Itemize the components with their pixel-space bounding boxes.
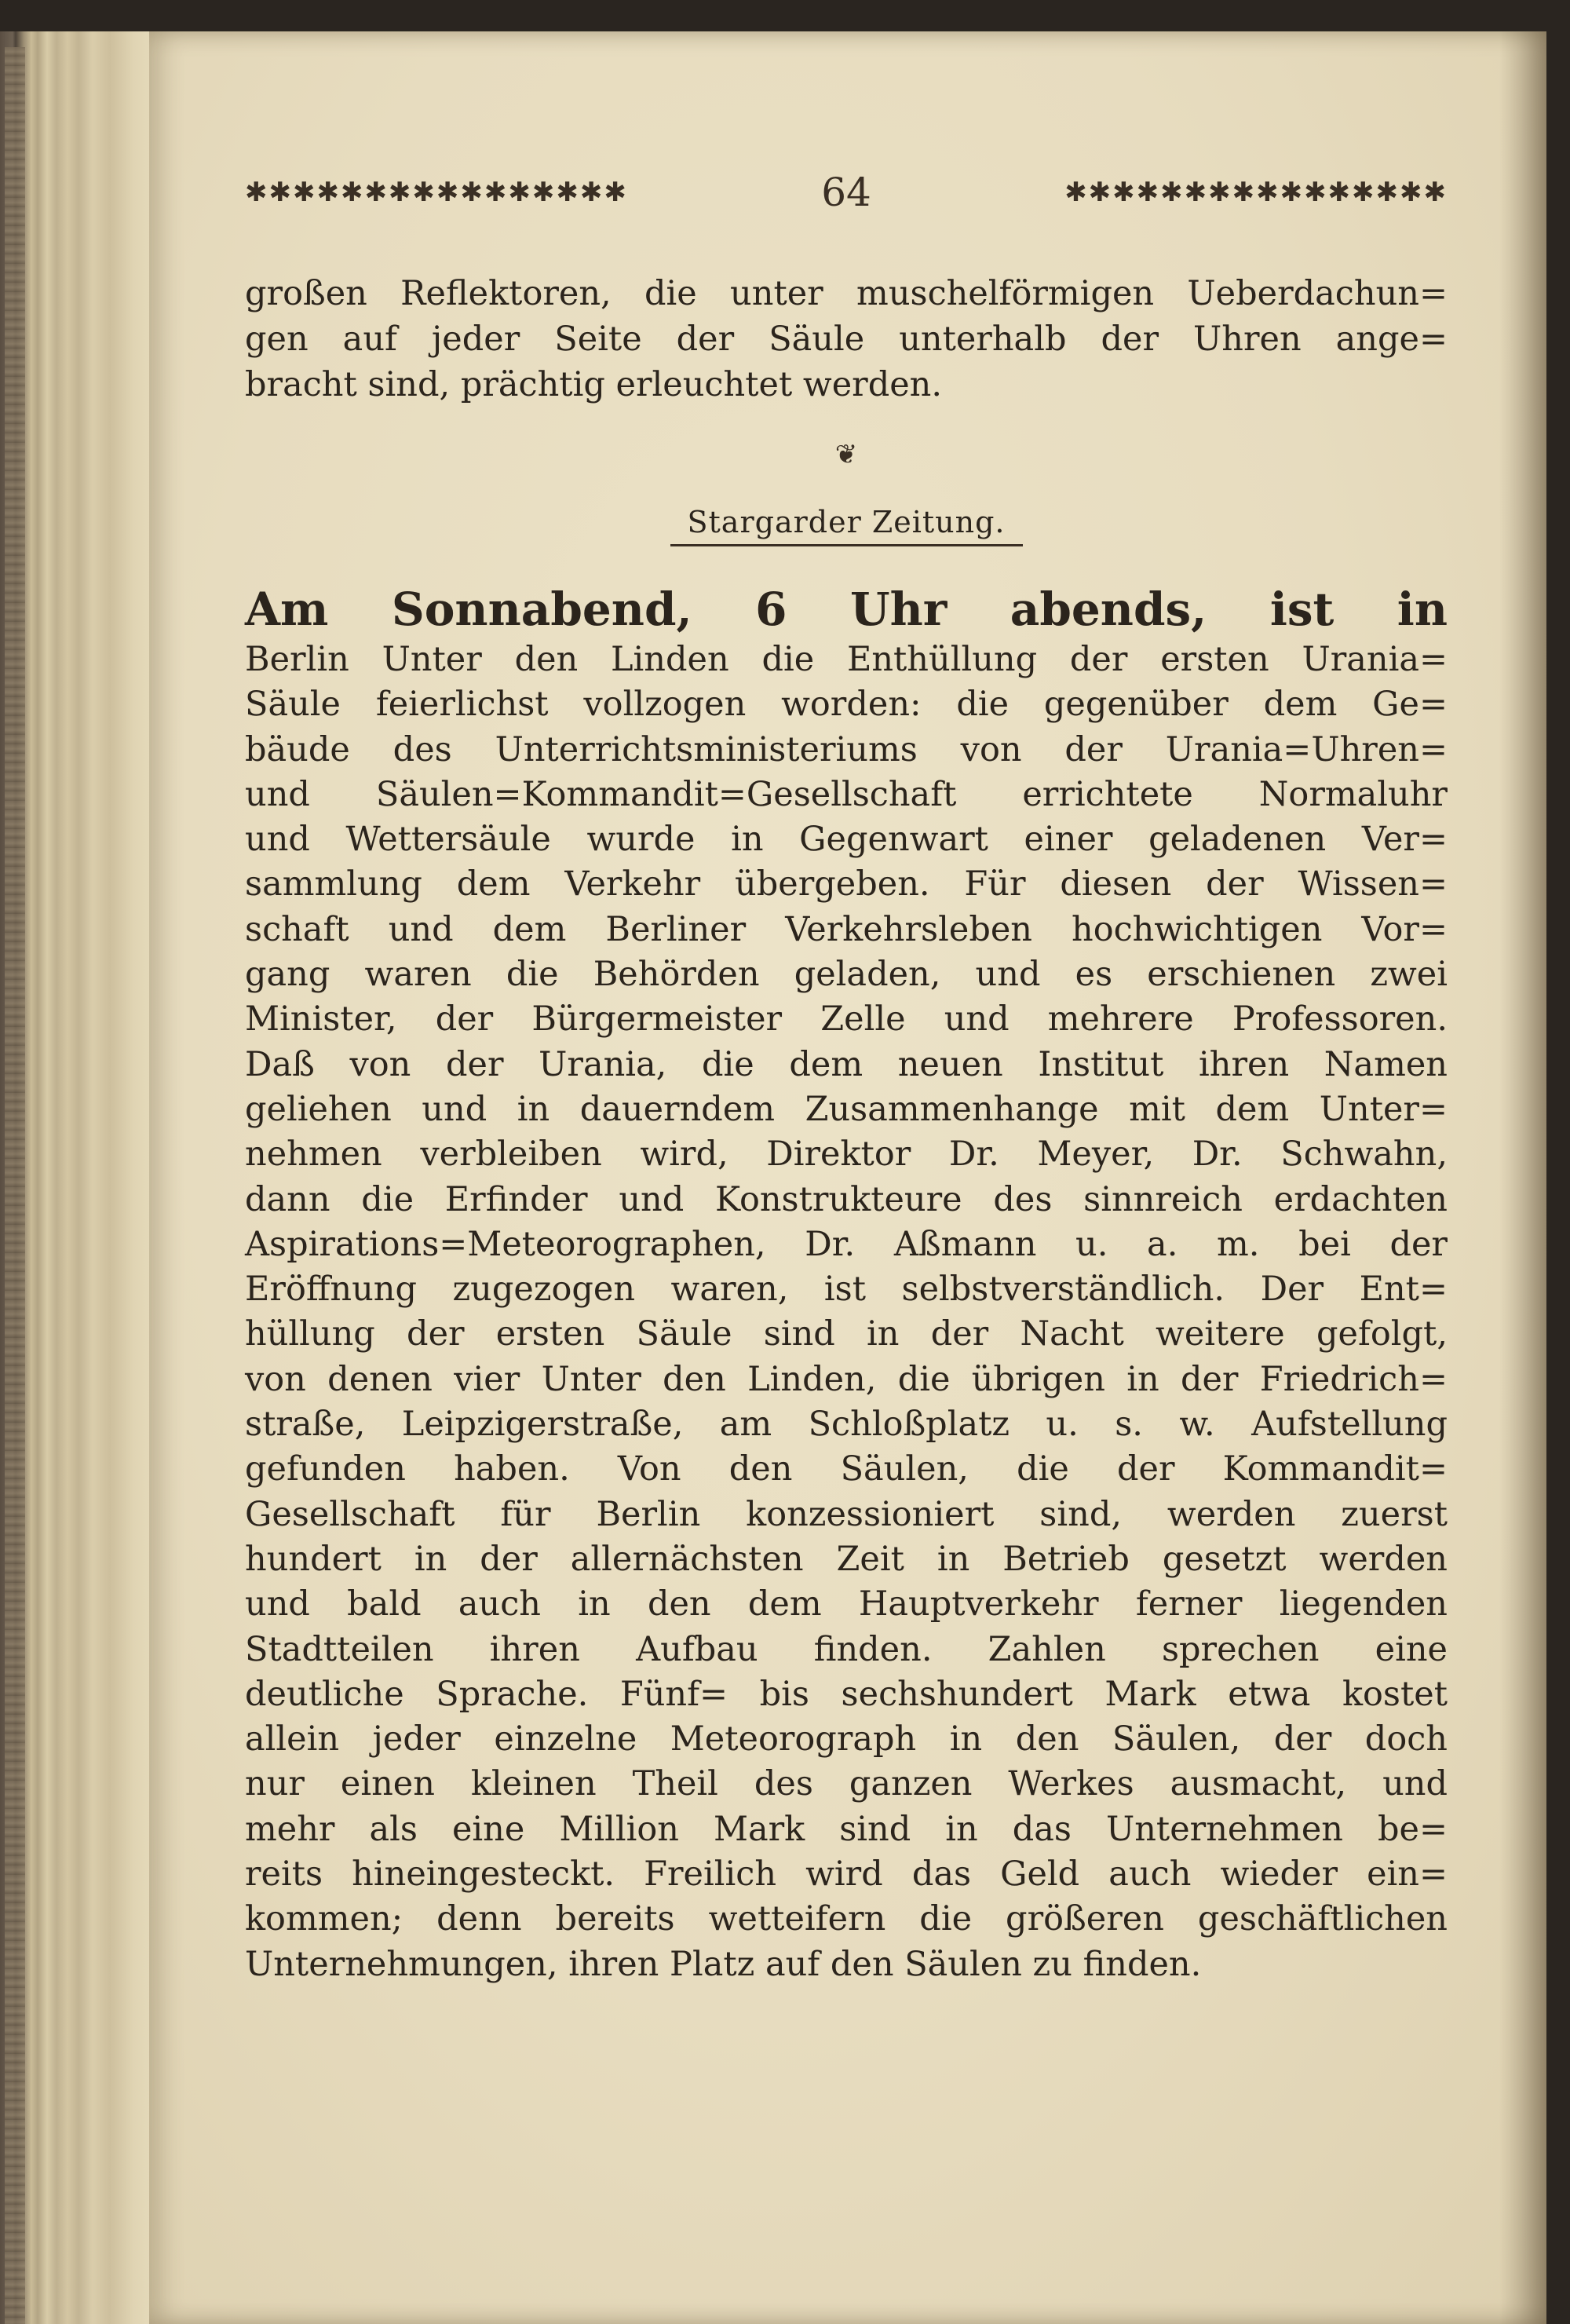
text-line: großen Reflektoren, die unter muschelförmigen Ueberdachun=	[245, 274, 1448, 313]
text-line: nur einen kleinen Theil des ganzen Werkes ausmacht, und	[245, 1764, 1448, 1804]
text-line: hundert in der allernächsten Zeit in Betrieb gesetzt werden	[245, 1539, 1448, 1579]
text-line: allein jeder einzelne Meteorograph in den Säulen, der doch	[245, 1719, 1448, 1759]
text-line: reits hineingesteckt. Freilich wird das Geld auch wieder ein=	[245, 1854, 1448, 1895]
book-edge-binding	[5, 47, 25, 2324]
text-line: Berlin Unter den Linden die Enthüllung der ersten Urania=	[245, 640, 1448, 679]
text-line: hüllung der ersten Säule sind in der Nacht weitere gefolgt,	[245, 1314, 1448, 1354]
fleuron-ornament: ❦	[834, 439, 858, 470]
intro-paragraph	[245, 271, 1448, 407]
page-number: 64	[821, 170, 871, 215]
text-line: Eröffnung zugezogen waren, ist selbstverständlich. Der Ent=	[245, 1270, 1448, 1310]
gutter-shadow	[1499, 31, 1546, 2324]
text-line: nehmen verbleiben wird, Direktor Dr. Meyer, Dr. Schwahn,	[245, 1135, 1448, 1175]
text-line: und Säulen=Kommandit=Gesellschaft errichtete Normaluhr	[245, 774, 1448, 814]
text-line: und bald auch in den dem Hauptverkehr ferner liegenden	[245, 1584, 1448, 1624]
star-rule-left: ✱✱✱✱✱✱✱✱✱✱✱✱✱✱✱✱	[245, 177, 628, 208]
source-heading	[245, 505, 1448, 546]
text-line: geliehen und in dauerndem Zusammenhange mit dem Unter=	[245, 1089, 1448, 1129]
text-line: sammlung dem Verkehr übergeben. Für diesen der Wissen=	[245, 864, 1448, 904]
text-line: Unternehmungen, ihren Platz auf den Säulen zu finden.	[245, 1944, 1202, 1984]
text-line: gang waren die Behörden geladen, und es erschienen zwei	[245, 955, 1448, 995]
text-line: von denen vier Unter den Linden, die übrigen in der Friedrich=	[245, 1359, 1448, 1399]
text-line: Stadtteilen ihren Aufbau finden. Zahlen sprechen eine	[245, 1629, 1448, 1669]
running-header	[245, 169, 1448, 216]
article-body	[245, 581, 1448, 1987]
text-line: kommen; denn bereits wetteifern die größeren geschäftlichen	[245, 1899, 1448, 1939]
text-line: gefunden haben. Von den Säulen, die der Kommandit=	[245, 1449, 1448, 1489]
text-line: schaft und dem Berliner Verkehrsleben hochwichtigen Vor=	[245, 909, 1448, 949]
text-line: dann die Erfinder und Konstrukteure des sinnreich erdachten	[245, 1179, 1448, 1219]
text-line: Säule feierlichst vollzogen worden: die gegenüber dem Ge=	[245, 685, 1448, 725]
text-line: straße, Leipzigerstraße, am Schloßplatz u. s. w. Aufstellung	[245, 1405, 1448, 1445]
text-line: bäude des Unterrichtsministeriums von der Urania=Uhren=	[245, 729, 1448, 769]
text-line: bracht sind, prächtig erleuchtet werden.	[245, 365, 943, 404]
text-line: Aspirations=Meteorographen, Dr. Aßmann u. a. m. bei der	[245, 1224, 1448, 1264]
source-title: Stargarder Zeitung.	[670, 505, 1023, 546]
text-line: Gesellschaft für Berlin konzessioniert sind, werden zuerst	[245, 1494, 1448, 1534]
text-line: Minister, der Bürgermeister Zelle und mehrere Professoren.	[245, 999, 1448, 1040]
text-line: deutliche Sprache. Fünf= bis sechshundert Mark etwa kostet	[245, 1674, 1448, 1714]
text-line: gen auf jeder Seite der Säule unterhalb der Uhren ange=	[245, 320, 1448, 359]
text-line: Daß von der Urania, die dem neuen Institut ihren Namen	[245, 1044, 1448, 1084]
text-column	[245, 169, 1448, 1987]
star-rule-right: ✱✱✱✱✱✱✱✱✱✱✱✱✱✱✱✱	[1064, 177, 1448, 208]
article-lead-line: Am Sonnabend, 6 Uhr abends, ist in	[245, 583, 1448, 636]
text-line: und Wettersäule wurde in Gegenwart einer geladenen Ver=	[245, 820, 1448, 860]
text-line: mehr als eine Million Mark sind in das Unternehmen be=	[245, 1809, 1448, 1849]
